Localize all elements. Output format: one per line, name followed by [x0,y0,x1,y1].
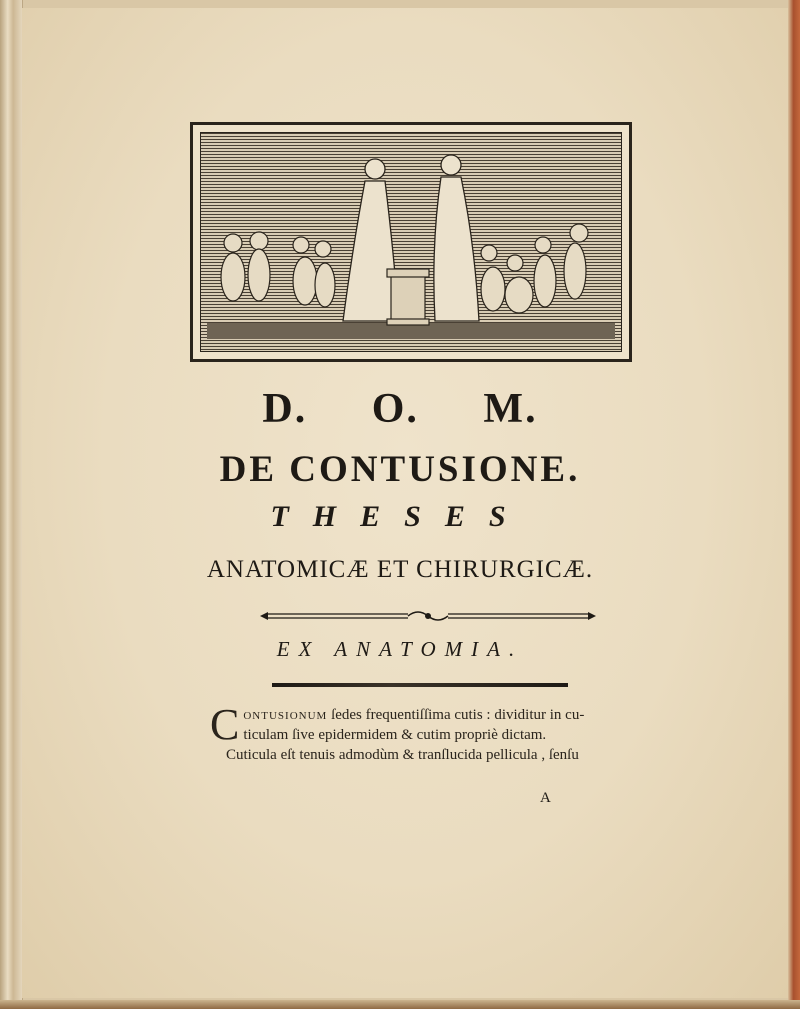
text-line-2: ticulam ſive epidermidem & cutim propriè dictam. [243,727,547,743]
page-title: DE CONTUSIONE. [219,449,581,490]
drop-cap: C [210,700,240,749]
signature-mark: A [540,790,551,806]
page-bottom-edge [0,1000,800,1009]
cherubs-left [221,232,335,307]
engraved-vignette [190,122,632,362]
lead-word: ontusionum [243,707,328,723]
thick-rule [272,683,568,687]
anatomicae-subtitle: ANATOMICÆ ET CHIRURGICÆ. [206,556,594,583]
text-line-3: Cuticula eſt tenuis admodùm & tranſlucida pellicula , ſenſu [226,747,579,763]
altar [387,269,429,325]
section-heading: EX ANATOMIA. [276,637,524,661]
theses-subtitle: THESES [270,500,530,533]
ornamental-rule [258,608,598,624]
cherubs-right [481,224,588,313]
body-paragraph [210,700,630,765]
vignette-figures [193,125,629,359]
dom-heading: D. O. M. [262,386,538,432]
text-line-1: ſedes frequentiſſima cutis : dividitur in cu- [327,707,585,723]
